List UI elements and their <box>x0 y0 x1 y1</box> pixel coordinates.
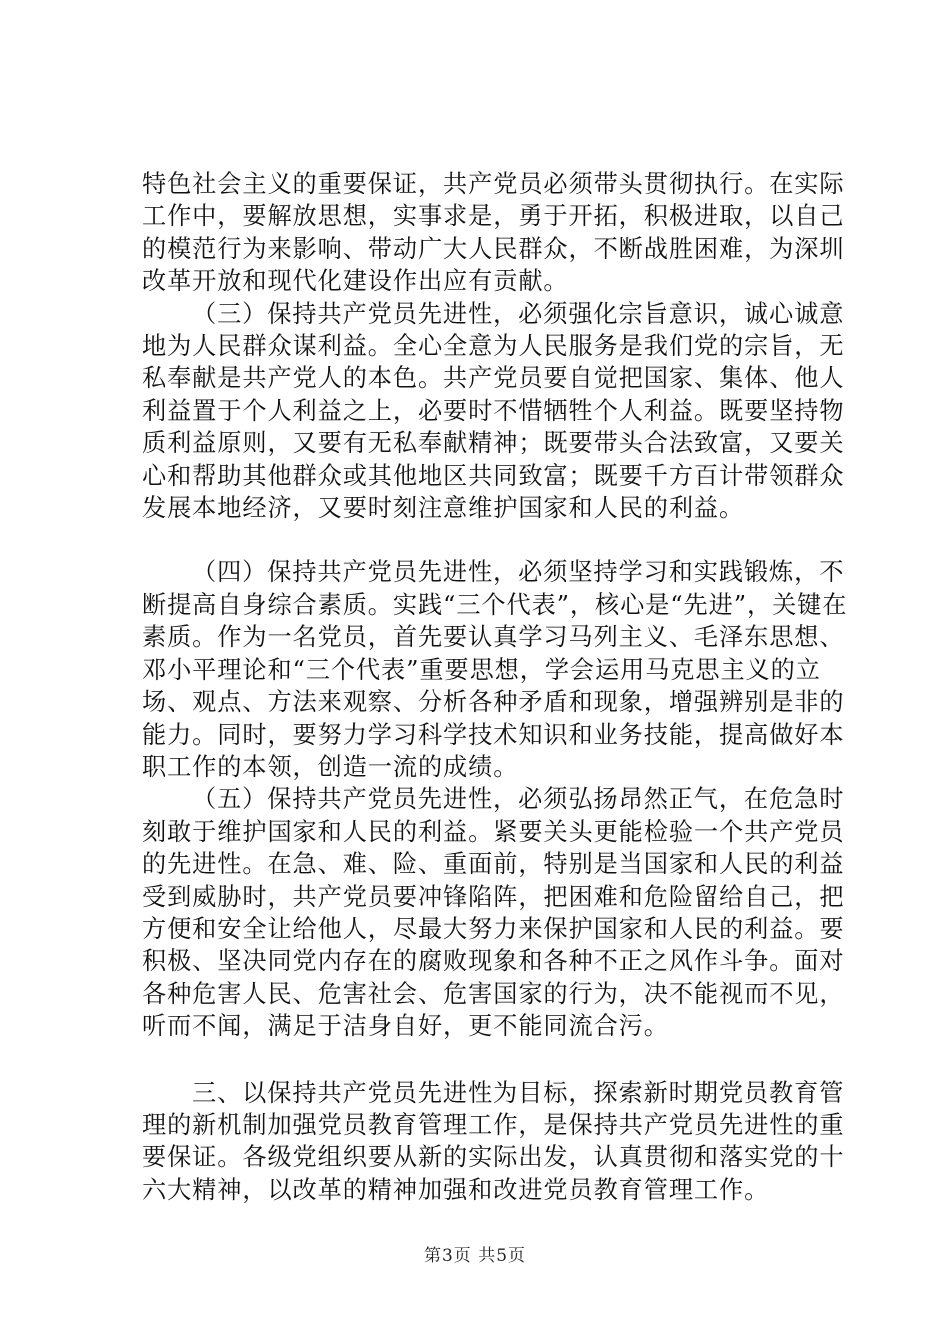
page-number-footer: 第3页 共5页 <box>423 1246 527 1266</box>
paragraph-section-five: （五）保持共产党员先进性，必须弘扬昂然正气，在危急时刻敢于维护国家和人民的利益。紧要关头更能检验一个共产党员的先进性。在急、难、险、重面前，特别是当国家和人民的利益受到威胁时，共产党员要冲锋陷阵，把困难和危险留给自己，把方便和安全让给他人，尽最大努力来保护国家和人民的利益。要积极、坚决同党内存在的腐败现象和各种不正之风作斗争。面对各种危害人民、危害社会、危害国家的行为，决不能视而不见，听而不闻，满足于洁身自好，更不能同流合污。 <box>142 785 845 1041</box>
document-body <box>142 168 857 1206</box>
paragraph-part-three: 三、以保持共产党员先进性为目标，探索新时期党员教育管理的新机制加强党员教育管理工作，是保持共产党员先进性的重要保证。各级党组织要从新的实际出发，认真贯彻和落实党的十六大精神，以改革的精神加强和改进党员教育管理工作。 <box>142 1078 845 1204</box>
paragraph-continuation: 特色社会主义的重要保证，共产党员必须带头贯彻执行。在实际工作中，要解放思想，实事求是，勇于开拓，积极进取，以自己的模范行为来影响、带动广大人民群众，不断战胜困难，为深圳改革开放和现代化建设作出应有贡献。 <box>142 170 845 296</box>
paragraph-section-four: （四）保持共产党员先进性，必须坚持学习和实践锻炼，不断提高自身综合素质。实践“三个代表”，核心是“先进”，关键在素质。作为一名党员，首先要认真学习马列主义、毛泽东思想、邓小平理论和“三个代表”重要思想，学会运用马克思主义的立场、观点、方法来观察、分析各种矛盾和现象，增强辨别是非的能力。同时，要努力学习科学技术知识和业务技能，提高做好本职工作的本领，创造一流的成绩。 <box>142 558 848 781</box>
paragraph-section-three: （三）保持共产党员先进性，必须强化宗旨意识，诚心诚意地为人民群众谋利益。全心全意为人民服务是我们党的宗旨，无私奉献是共产党人的本色。共产党员要自觉把国家、集体、他人利益置于个人利益之上，必要时不惜牺牲个人利益。既要坚持物质利益原则，又要有无私奉献精神；既要带头合法致富，又要关心和帮助其他群众或其他地区共同致富；既要千方百计带领群众发展本地经济，又要时刻注意维护国家和人民的利益。 <box>142 299 845 523</box>
